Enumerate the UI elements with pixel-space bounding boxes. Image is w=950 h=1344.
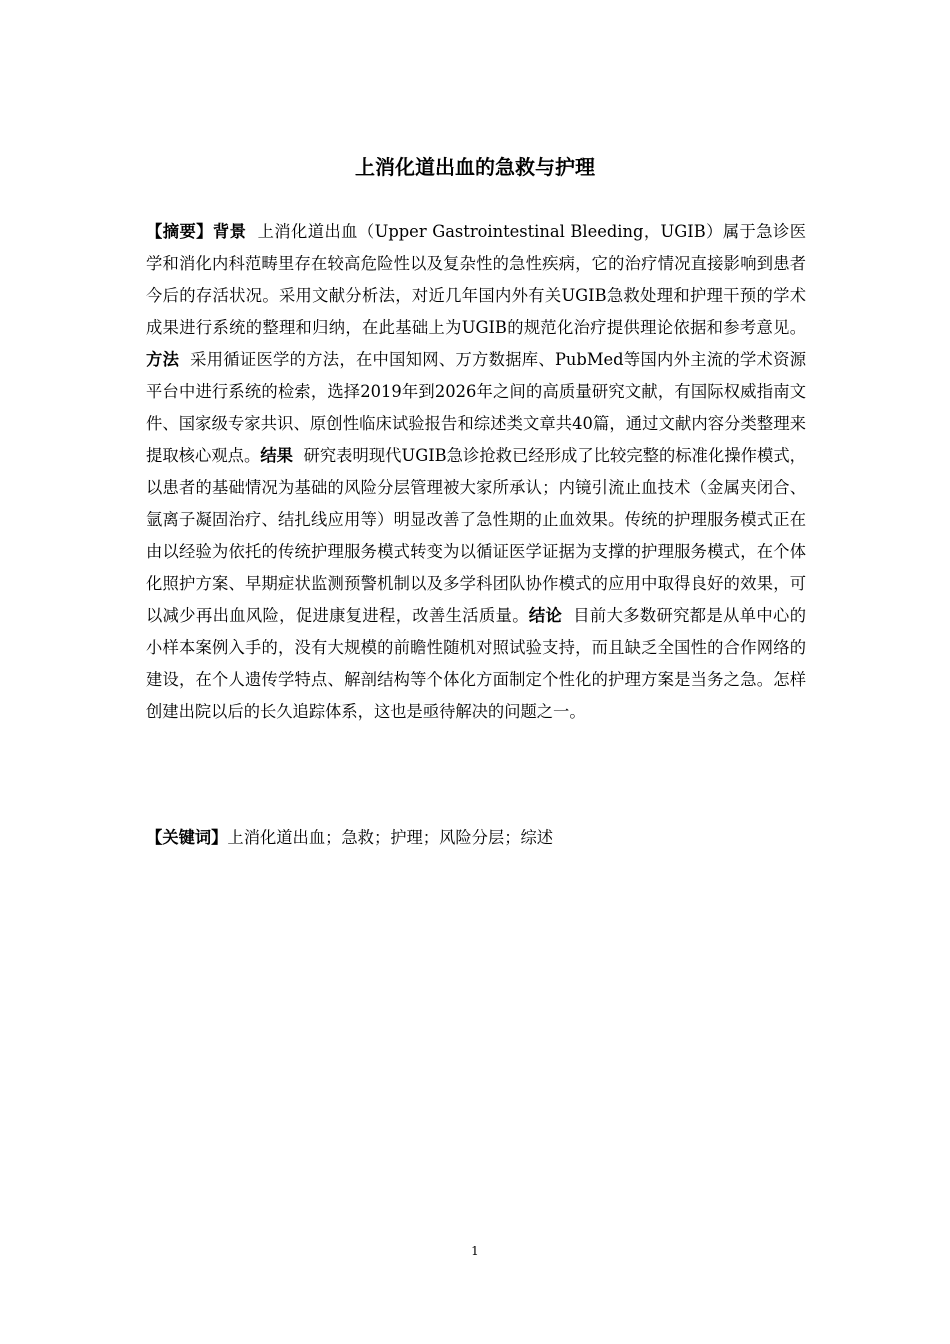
methods-label: 方法 [146, 350, 180, 369]
results-text: 研究表明现代UGIB急诊抢救已经形成了比较完整的标准化操作模式，以患者的基础情况为基础的风险分层管理被大家所承认；内镜引流止血技术（金属夹闭合、氩离子凝固治疗、结扎线应用等）明显改善了急性期的止血效果。传统的护理服务模式正在由以经验为依托的传统护理服务模式转变为以循证医学证据为支撑的护理服务模式，在个体化照护方案、早期症状监测预警机制以及多学科团队协作模式的应用中取得良好的效果，可以减少再出血风险，促进康复进程，改善生活质量。 [146, 446, 806, 625]
keywords-paragraph [146, 822, 806, 854]
background-label: 背景 [212, 222, 247, 241]
abstract-paragraph [146, 216, 806, 728]
keywords-label: 【关键词】 [146, 828, 228, 847]
methods-text: 采用循证医学的方法，在中国知网、万方数据库、PubMed等国内外主流的学术资源平台中进行系统的检索，选择2019年到2026年之间的高质量研究文献，有国际权威指南文件、国家级专家共识、原创性临床试验报告和综述类文章共40篇，通过文献内容分类整理来提取核心观点。 [146, 350, 806, 465]
results-label: 结果 [260, 446, 294, 465]
background-text: 上消化道出血（Upper Gastrointestinal Bleeding，UGIB）属于急诊医学和消化内科范畴里存在较高危险性以及复杂性的急性疾病，它的治疗情况直接影响到患者今后的存活状况。采用文献分析法，对近几年国内外有关UGIB急救处理和护理干预的学术成果进行系统的整理和归纳，在此基础上为UGIB的规范化治疗提供理论依据和参考意见。 [146, 222, 806, 337]
page-number: 1 [471, 1244, 479, 1258]
abstract-label: 【摘要】 [146, 222, 213, 241]
keywords-text: 上消化道出血；急救；护理；风险分层；综述 [227, 828, 554, 847]
document-title: 上消化道出血的急救与护理 [355, 155, 595, 179]
conclusion-label: 结论 [528, 606, 563, 625]
conclusion-text: 目前大多数研究都是从单中心的小样本案例入手的，没有大规模的前瞻性随机对照试验支持，而且缺乏全国性的合作网络的建设，在个人遗传学特点、解剖结构等个体化方面制定个性化的护理方案是当务之急。怎样创建出院以后的长久追踪体系，这也是亟待解决的问题之一。 [146, 606, 806, 721]
